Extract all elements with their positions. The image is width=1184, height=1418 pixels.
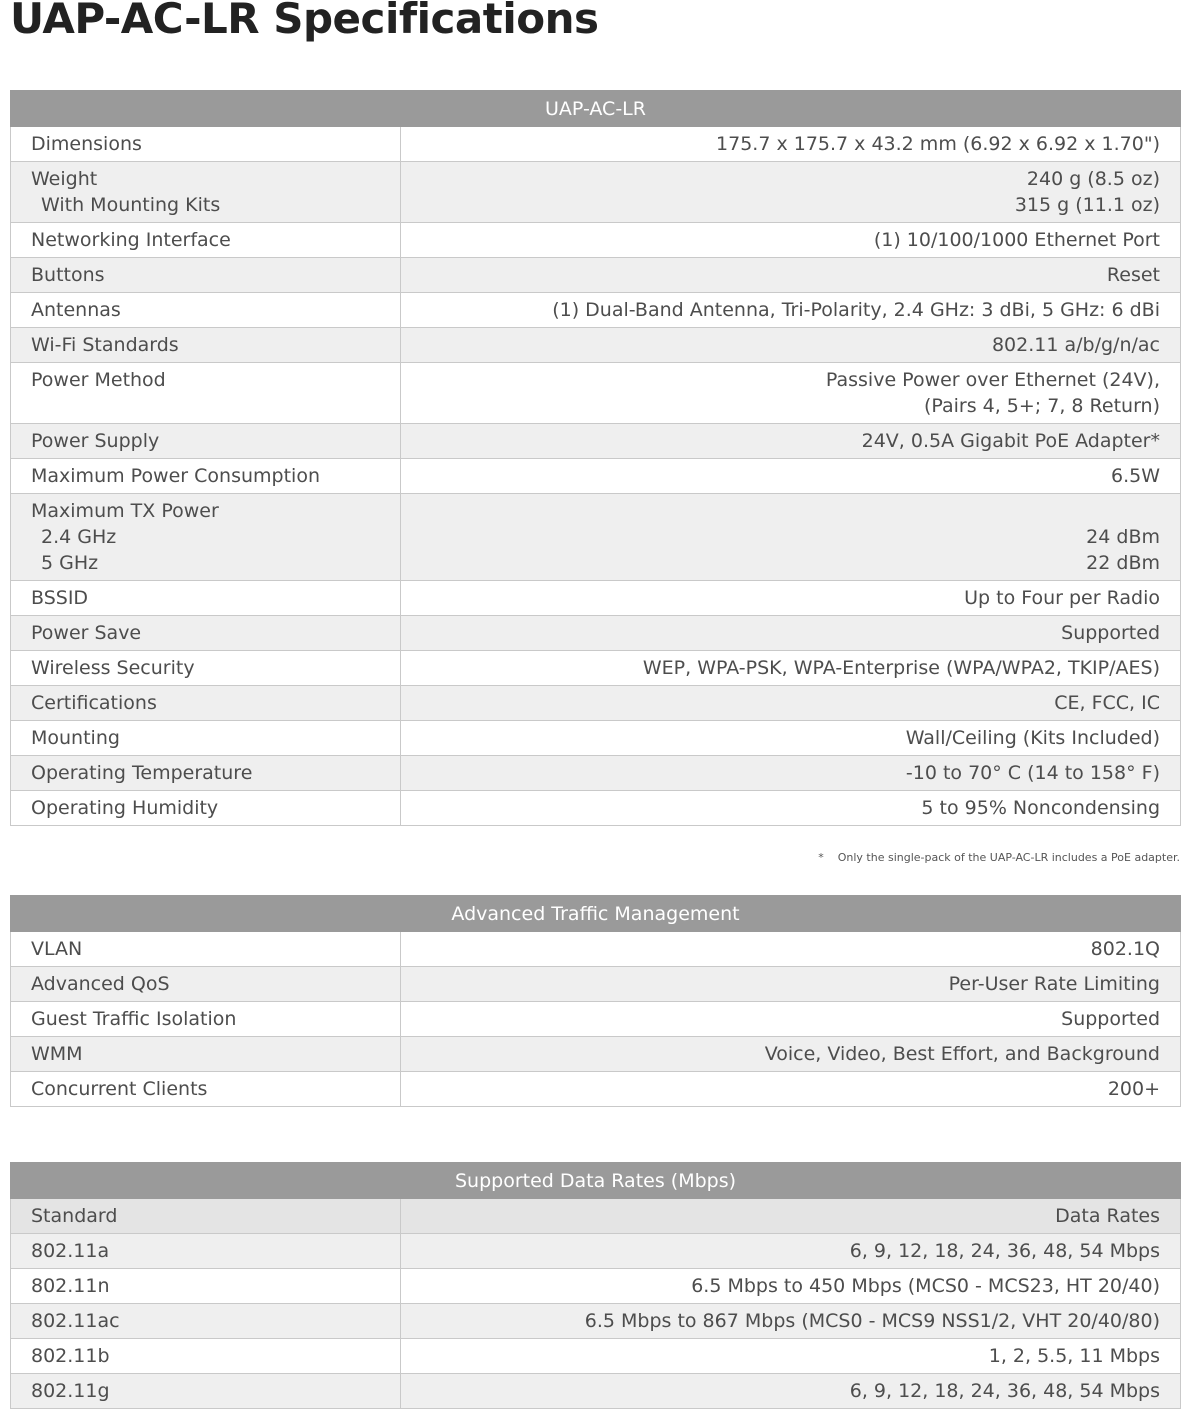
footnote-text: Only the single-pack of the UAP-AC-LR includes a PoE adapter. — [837, 851, 1180, 864]
row-label — [11, 494, 401, 581]
row-label-text: Power Save — [31, 622, 142, 644]
row-label-text: Power Supply — [31, 430, 160, 452]
table-row — [11, 581, 1181, 616]
table-row — [11, 293, 1181, 328]
specifications-table — [10, 90, 1181, 826]
row-value-text: 6.5 Mbps to 867 Mbps (MCS0 - MCS9 NSS1/2, VHT 20/40/80) — [584, 1310, 1160, 1332]
row-label-text: WMM — [31, 1043, 83, 1065]
table-row — [11, 494, 1181, 581]
specifications-table-header: UAP-AC-LR — [11, 91, 1181, 127]
row-label — [11, 756, 401, 791]
data-rates-column-header-row — [11, 1199, 1181, 1234]
row-value-text: Voice, Video, Best Effort, and Background — [764, 1043, 1160, 1065]
row-label-text: 802.11g — [31, 1380, 110, 1402]
row-value-text: 24 dBm — [1086, 526, 1160, 548]
row-sublabel-text: With Mounting Kits — [41, 194, 221, 216]
table-row — [11, 651, 1181, 686]
row-value-text: 6.5W — [1110, 465, 1160, 487]
table-row — [11, 967, 1181, 1002]
row-value — [401, 1234, 1181, 1269]
data-rates-table — [10, 1162, 1181, 1409]
row-value-text: Per-User Rate Limiting — [948, 973, 1160, 995]
table-row — [11, 328, 1181, 363]
row-value-text: WEP, WPA-PSK, WPA-Enterprise (WPA/WPA2, TKIP/AES) — [642, 657, 1160, 679]
table-row — [11, 1037, 1181, 1072]
table-row — [11, 258, 1181, 293]
row-value — [401, 1037, 1181, 1072]
table-row — [11, 1339, 1181, 1374]
row-value — [401, 1304, 1181, 1339]
table-row — [11, 223, 1181, 258]
row-label-text: Wi-Fi Standards — [31, 334, 179, 356]
row-value — [401, 494, 1181, 581]
row-value — [401, 686, 1181, 721]
row-value-text: 1, 2, 5.5, 11 Mbps — [988, 1345, 1160, 1367]
row-value-text: 22 dBm — [1086, 552, 1160, 574]
row-value — [401, 1374, 1181, 1409]
row-value — [401, 1269, 1181, 1304]
row-value — [401, 293, 1181, 328]
row-label-text: Concurrent Clients — [31, 1078, 208, 1100]
row-label-text: Advanced QoS — [31, 973, 170, 995]
row-label — [11, 127, 401, 162]
row-value — [401, 651, 1181, 686]
traffic-management-table — [10, 895, 1181, 1107]
row-label-text: Operating Humidity — [31, 797, 219, 819]
row-label — [11, 328, 401, 363]
row-value — [401, 223, 1181, 258]
row-label-text: Maximum TX Power — [31, 500, 219, 522]
row-value-text: 802.11 a/b/g/n/ac — [991, 334, 1160, 356]
table-row — [11, 162, 1181, 223]
footnote — [818, 851, 1180, 864]
row-sublabel-text: 2.4 GHz — [41, 526, 117, 548]
row-value — [401, 1339, 1181, 1374]
row-value — [401, 616, 1181, 651]
row-value — [401, 328, 1181, 363]
row-value — [401, 363, 1181, 424]
row-label-text: Certifications — [31, 692, 157, 714]
table-row — [11, 686, 1181, 721]
row-label-text: Power Method — [31, 369, 166, 391]
table-row — [11, 1072, 1181, 1107]
row-label — [11, 363, 401, 424]
row-label — [11, 932, 401, 967]
row-label-text: Buttons — [31, 264, 105, 286]
row-label — [11, 686, 401, 721]
table-row — [11, 1374, 1181, 1409]
row-value — [401, 756, 1181, 791]
page-title: UAP-AC-LR Specifications — [10, 0, 599, 43]
row-value-text — [421, 498, 1160, 524]
row-value-text: 802.1Q — [1090, 938, 1160, 960]
column-header-data-rates: Data Rates — [401, 1199, 1181, 1234]
row-label-text: VLAN — [31, 938, 83, 960]
row-value-text: Reset — [1106, 264, 1160, 286]
row-value-text: 24V, 0.5A Gigabit PoE Adapter* — [861, 430, 1160, 452]
row-label-text: Networking Interface — [31, 229, 231, 251]
row-value-text: (1) 10/100/1000 Ethernet Port — [873, 229, 1160, 251]
row-label — [11, 459, 401, 494]
row-value — [401, 1002, 1181, 1037]
row-value — [401, 459, 1181, 494]
row-label-text: Operating Temperature — [31, 762, 253, 784]
row-label-text: Weight — [31, 168, 98, 190]
row-value-text: 6, 9, 12, 18, 24, 36, 48, 54 Mbps — [849, 1380, 1160, 1402]
row-label — [11, 1304, 401, 1339]
table-row — [11, 459, 1181, 494]
data-rates-table-header: Supported Data Rates (Mbps) — [11, 1163, 1181, 1199]
row-label — [11, 791, 401, 826]
row-label — [11, 1234, 401, 1269]
row-label — [11, 1002, 401, 1037]
table-row — [11, 1304, 1181, 1339]
row-label — [11, 651, 401, 686]
row-sublabel-text: 5 GHz — [41, 552, 99, 574]
row-value-text: CE, FCC, IC — [1054, 692, 1160, 714]
row-value — [401, 258, 1181, 293]
row-value — [401, 127, 1181, 162]
row-label-text: Mounting — [31, 727, 120, 749]
traffic-management-table-header: Advanced Traffic Management — [11, 896, 1181, 932]
row-label — [11, 1339, 401, 1374]
table-row — [11, 1002, 1181, 1037]
row-value — [401, 581, 1181, 616]
row-value — [401, 791, 1181, 826]
table-row — [11, 932, 1181, 967]
row-value-text: Passive Power over Ethernet (24V), — [825, 369, 1160, 391]
row-value-text: 175.7 x 175.7 x 43.2 mm (6.92 x 6.92 x 1.70") — [716, 133, 1160, 155]
row-label-text: 802.11ac — [31, 1310, 120, 1332]
table-row — [11, 127, 1181, 162]
row-label — [11, 162, 401, 223]
row-value — [401, 932, 1181, 967]
row-value-text: (Pairs 4, 5+; 7, 8 Return) — [923, 395, 1160, 417]
row-value-text: 6, 9, 12, 18, 24, 36, 48, 54 Mbps — [849, 1240, 1160, 1262]
table-row — [11, 1269, 1181, 1304]
row-label — [11, 424, 401, 459]
row-label-text: Wireless Security — [31, 657, 195, 679]
row-label-text: Dimensions — [31, 133, 142, 155]
row-label-text: 802.11b — [31, 1345, 110, 1367]
row-value-text: 315 g (11.1 oz) — [1014, 194, 1160, 216]
column-header-standard: Standard — [11, 1199, 401, 1234]
row-label-text: Antennas — [31, 299, 121, 321]
row-value-text: -10 to 70° C (14 to 158° F) — [905, 762, 1160, 784]
row-value-text: Wall/Ceiling (Kits Included) — [905, 727, 1160, 749]
table-row — [11, 363, 1181, 424]
row-label — [11, 967, 401, 1002]
row-value — [401, 1072, 1181, 1107]
row-value-text: 6.5 Mbps to 450 Mbps (MCS0 - MCS23, HT 20/40) — [691, 1275, 1160, 1297]
row-label-text: BSSID — [31, 587, 89, 609]
row-value — [401, 967, 1181, 1002]
row-label — [11, 1269, 401, 1304]
footnote-mark: * — [818, 851, 824, 864]
row-value-text: (1) Dual-Band Antenna, Tri-Polarity, 2.4 GHz: 3 dBi, 5 GHz: 6 dBi — [552, 299, 1160, 321]
table-row — [11, 721, 1181, 756]
row-value — [401, 424, 1181, 459]
table-row — [11, 756, 1181, 791]
row-label-text: 802.11a — [31, 1240, 110, 1262]
table-row — [11, 616, 1181, 651]
row-value-text: Supported — [1061, 622, 1160, 644]
row-label-text: 802.11n — [31, 1275, 110, 1297]
row-value-text: Up to Four per Radio — [964, 587, 1160, 609]
row-value — [401, 721, 1181, 756]
row-label — [11, 616, 401, 651]
row-label — [11, 258, 401, 293]
table-row — [11, 424, 1181, 459]
row-value — [401, 162, 1181, 223]
row-label-text: Maximum Power Consumption — [31, 465, 320, 487]
row-label-text: Guest Traffic Isolation — [31, 1008, 237, 1030]
row-label — [11, 1072, 401, 1107]
row-value-text: 5 to 95% Noncondensing — [921, 797, 1160, 819]
row-label — [11, 293, 401, 328]
row-label — [11, 581, 401, 616]
row-label — [11, 1374, 401, 1409]
row-value-text: Supported — [1061, 1008, 1160, 1030]
row-label — [11, 223, 401, 258]
table-row — [11, 791, 1181, 826]
row-value-text: 240 g (8.5 oz) — [1026, 168, 1160, 190]
row-value-text: 200+ — [1107, 1078, 1160, 1100]
row-label — [11, 721, 401, 756]
row-label — [11, 1037, 401, 1072]
table-row — [11, 1234, 1181, 1269]
